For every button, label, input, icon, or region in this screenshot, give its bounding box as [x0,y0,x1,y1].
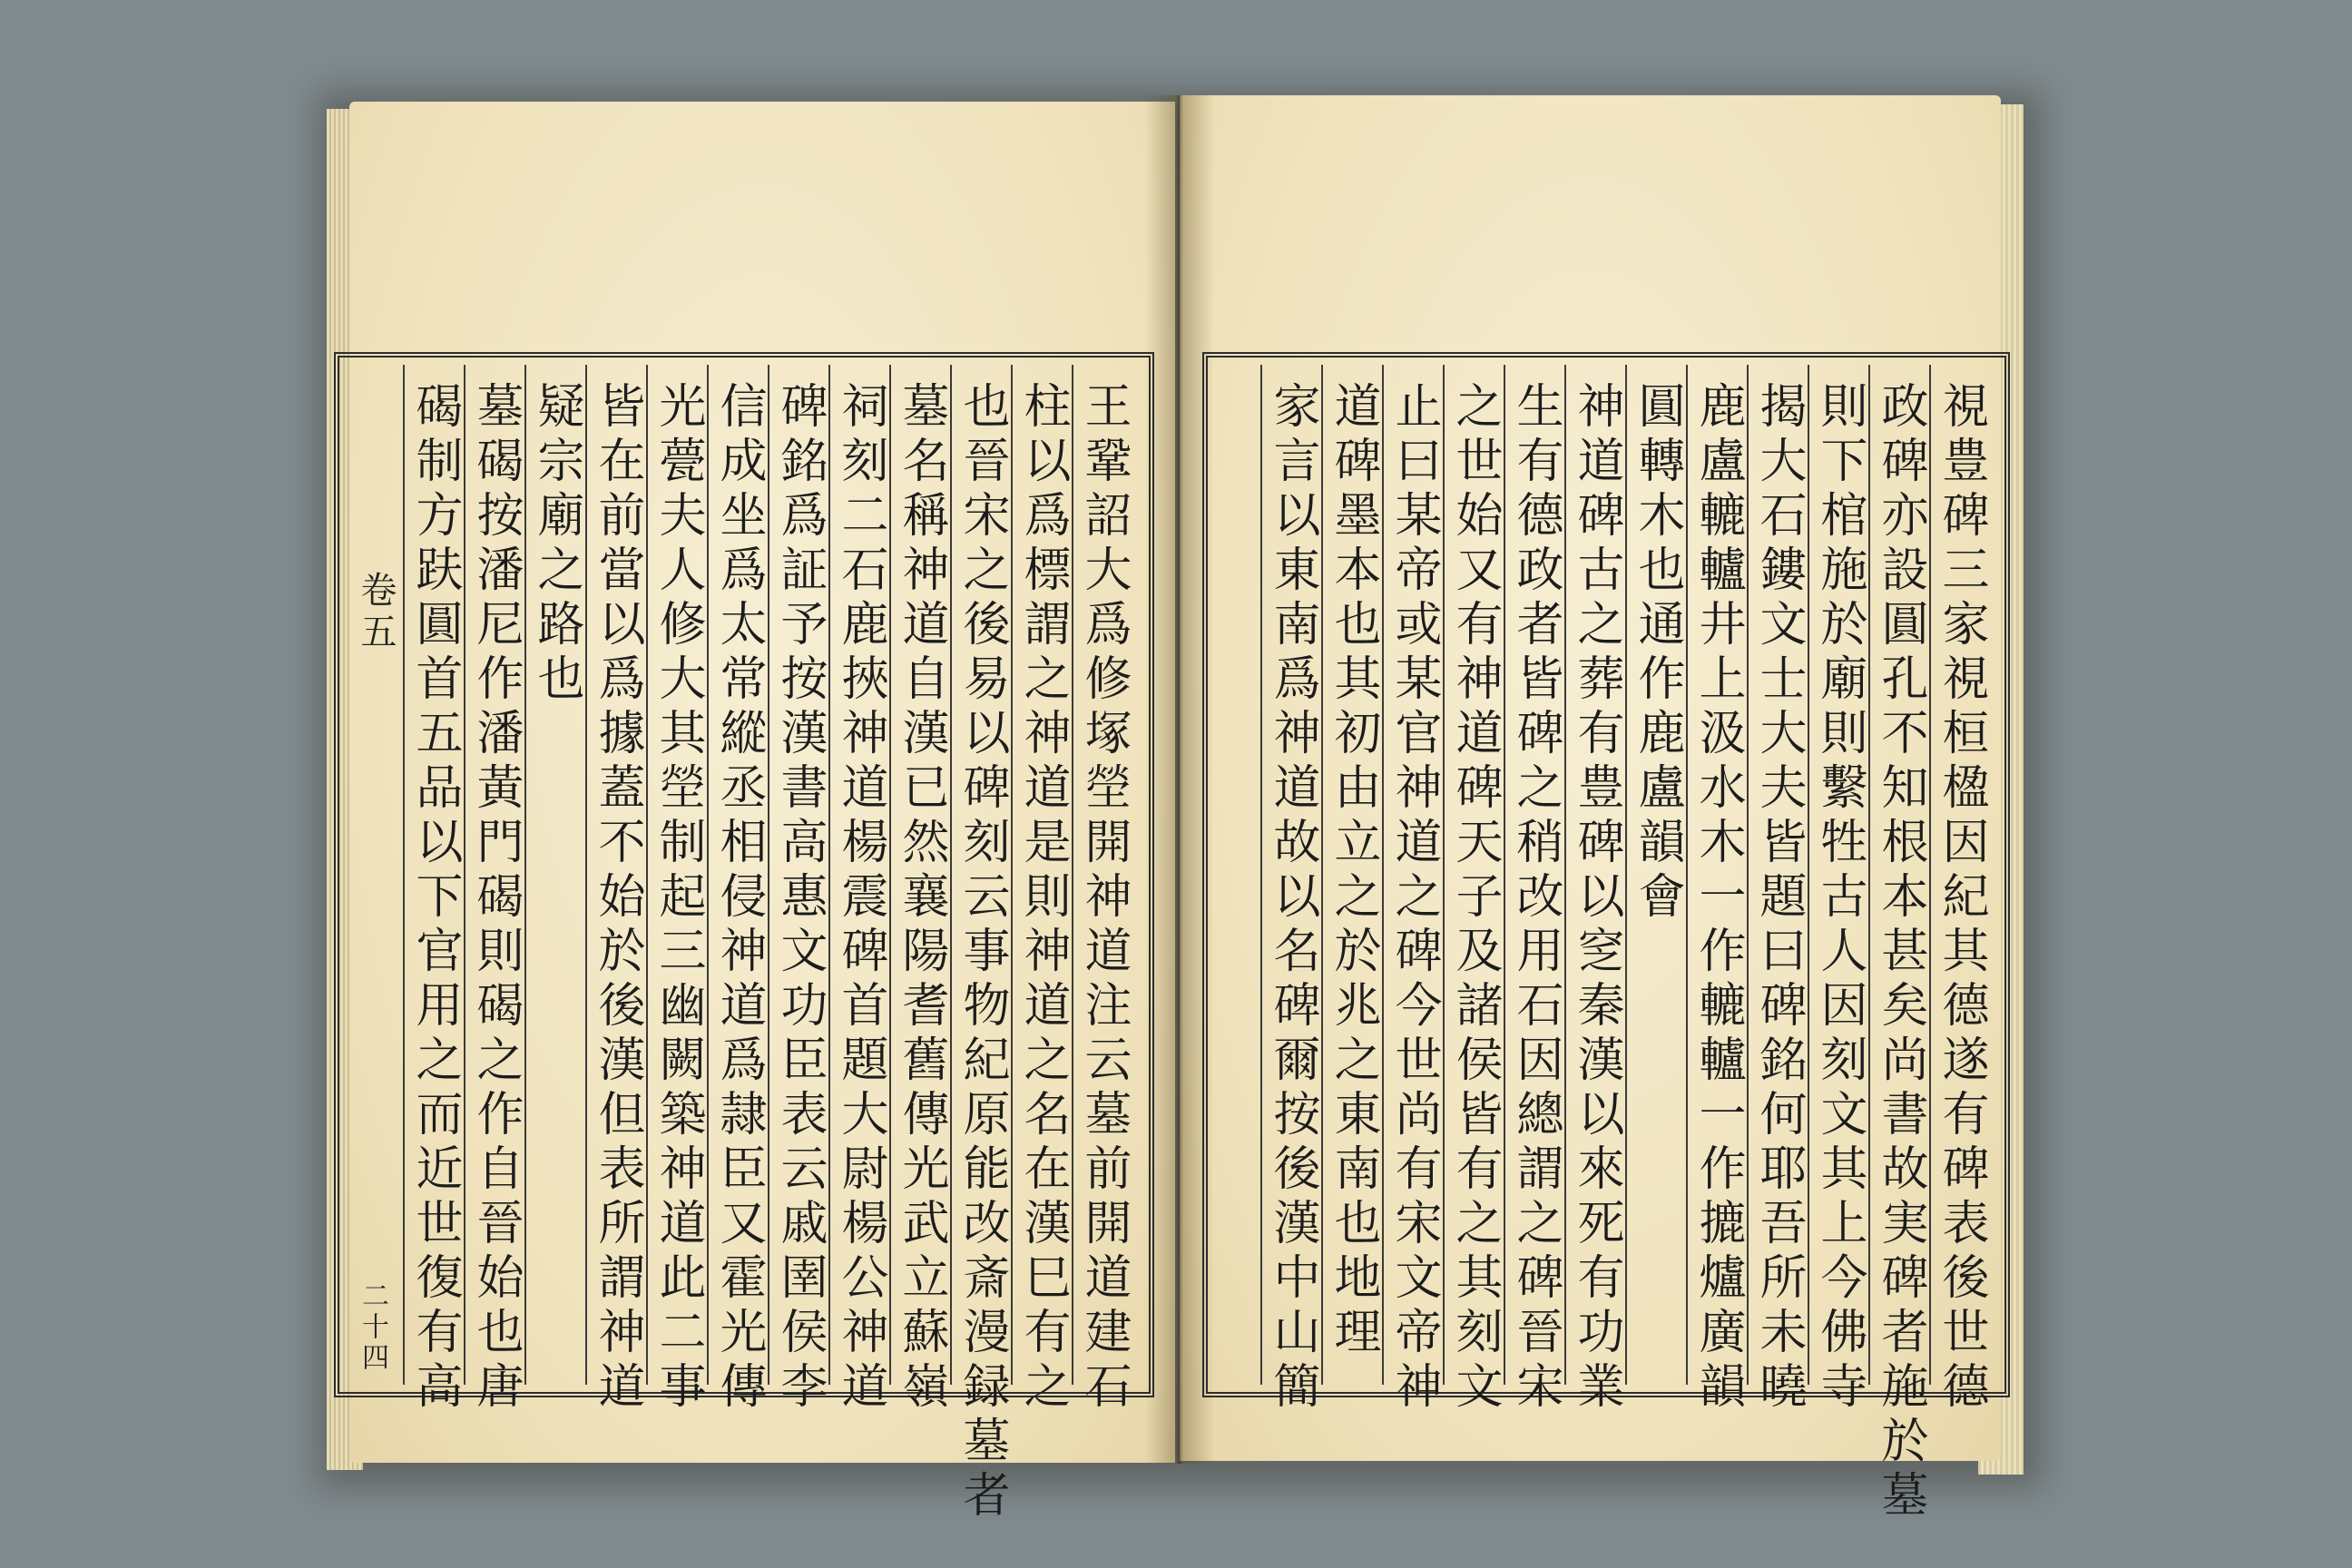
column-text: 家言以東南爲神道故以名碑爾按後漢中山簡 [1265,381,1319,1416]
column-text: 止曰某帝或某官神道之碑今世尚有宋文帝神 [1387,381,1441,1416]
text-column [1382,365,1444,1416]
text-column [768,365,829,1416]
text-column [1260,365,1322,1416]
column-text: 墓碣按潘尼作潘黃門碣則碣之作自晉始也唐 [468,381,523,1416]
column-text: 神道碑古之葬有豊碑以窆秦漢以來死有功業 [1569,381,1623,1416]
column-text: 碣制方趺圓首五品以下官用之而近世復有高 [407,381,462,1416]
text-column [585,365,647,1416]
column-text: 墓名稱神道自漢已然襄陽耆舊傳光武立蘇嶺 [894,381,948,1416]
column-text: 揭大石鏤文士大夫皆題曰碑銘何耶吾所未曉 [1751,381,1806,1416]
text-column [1808,365,1869,1416]
text-column [707,365,769,1416]
margin-page-number: 二十四 [357,1281,388,1374]
text-column [1929,365,1991,1416]
text-column [1564,365,1626,1416]
text-column [464,365,525,1416]
text-column [1443,365,1504,1416]
column-text: 信成坐爲太常縱丞相侵神道爲隷臣又霍光傳 [711,381,766,1416]
left-text-frame [334,352,1154,1524]
text-column [646,365,708,1416]
text-column [1072,365,1133,1416]
text-column [524,365,586,1385]
text-column [1747,365,1808,1416]
text-column [1868,365,1930,1524]
column-text: 光甍夫人修大其塋制起三幽闕築神道此二事 [651,381,705,1416]
column-text: 王鞏詔大爲修塚塋開神道注云墓前開道建石 [1076,381,1131,1416]
text-column [1686,365,1748,1416]
text-column [403,365,465,1416]
text-column [1011,365,1073,1416]
column-text: 鹿盧轆轤井上汲水木一作轆轤一作摝爐廣韻 [1690,381,1745,1416]
column-text: 疑宗廟之路也 [529,381,583,708]
column-text: 之世始又有神道碑天子及諸侯皆有之其刻文 [1447,381,1502,1416]
column-text: 生有德政者皆碑之稍改用石因總謂之碑晉宋 [1508,381,1563,1416]
column-text: 祠刻二石鹿挾神道楊震碑首題大尉楊公神道 [833,381,887,1416]
column-text: 則下棺施於廟則繫牲古人因刻文其上今佛寺 [1812,381,1867,1416]
column-text: 柱以爲標謂之神道是則神道之名在漢巳有之 [1015,381,1070,1416]
text-column [950,365,1012,1524]
column-text: 圓轉木也通作鹿盧韻會 [1630,381,1684,926]
text-column [1625,365,1687,1385]
column-text: 道碑墨本也其初由立之於兆之東南也地理 [1326,381,1380,1361]
text-column [889,365,951,1416]
text-column [1321,365,1383,1385]
margin-volume-title: 卷五 [355,571,397,654]
text-column [1504,365,1565,1416]
column-text: 也晉宋之後易以碑刻云事物紀原能改斎漫録墓者 [955,381,1009,1524]
column-text: 視豊碑三家視桓楹因紀其德遂有碑表後世德 [1934,381,1988,1416]
right-text-frame [1202,352,2010,1524]
column-text: 政碑亦設圓孔不知根本甚矣尚書故実碑者施於墓 [1873,381,1927,1524]
column-text: 碑銘爲証予按漢書高惠文功臣表云戚圉侯李 [772,381,827,1416]
text-column [828,365,890,1416]
column-text: 皆在前當以爲據蓋不始於後漢但表所謂神道 [590,381,644,1416]
